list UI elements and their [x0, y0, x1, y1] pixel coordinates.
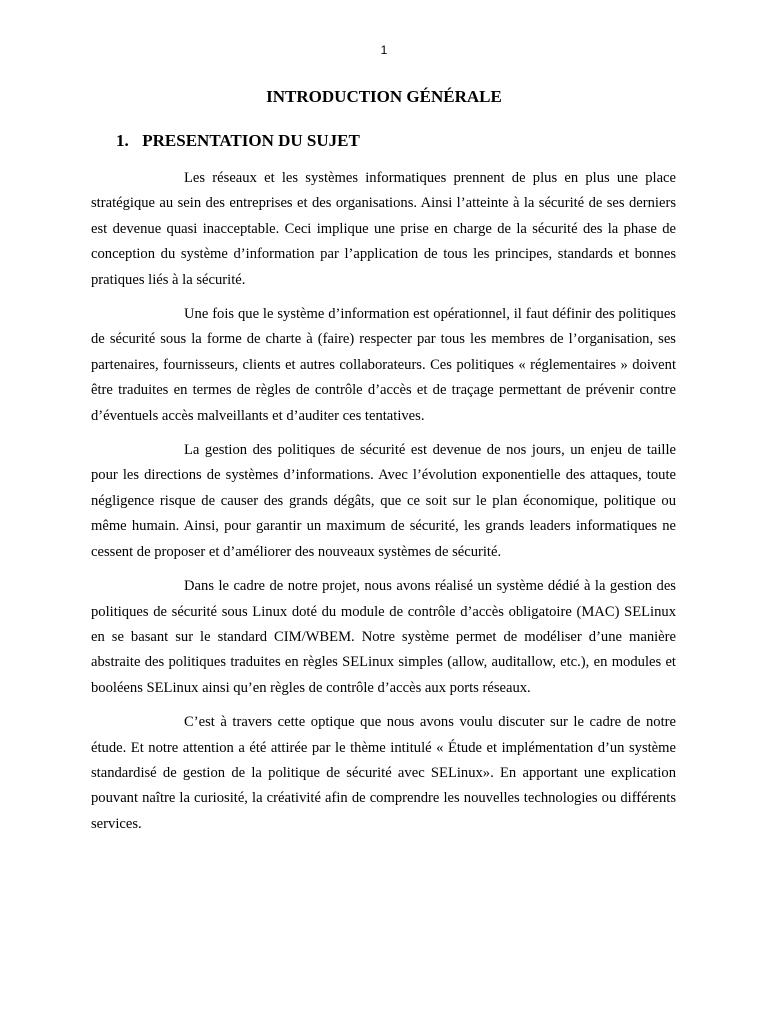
paragraph-4: Dans le cadre de notre projet, nous avons réalisé un système dédié à la gestion des politiques de sécurité sous Linux doté du module de contrôle d’accès obligatoire (MAC) SELinux en se basant sur le standard CIM/WBEM. Notre système permet de modéliser d’une manière abstraite des politiques traduites en règles SELinux simples (allow, auditallow, etc.), en modules et booléens SELinux ainsi qu’en règles de contrôle d’accès aux ports réseaux. — [91, 578, 676, 696]
paragraph-3: La gestion des politiques de sécurité est devenue de nos jours, un enjeu de taille pour les directions de systèmes d’informations. Avec l’évolution exponentielle des attaques, toute négligence risque de causer des grands dégâts, que ce soit sur le plan économique, politique ou même humain. Ainsi, pour garantir un maximum de sécurité, les grands leaders informatiques ne cessent de proposer et d’améliorer des nouveaux systèmes de sécurité. — [91, 442, 676, 560]
paragraph-1: Les réseaux et les systèmes informatiques prennent de plus en plus une place stratégique au sein des entreprises et des organisations. Ainsi l’atteinte à la sécurité de ses derniers est devenue quasi inacceptable. Ceci implique une prise en charge de la sécurité des la phase de conception du système d’information par l’application de tous les principes, standards et bonnes pratiques liés à la sécurité. — [91, 170, 676, 288]
document-title: INTRODUCTION GÉNÉRALE — [266, 87, 502, 106]
section-number: 1. — [116, 131, 129, 150]
section-title: PRESENTATION DU SUJET — [142, 131, 360, 150]
page-number: 1 — [380, 43, 388, 57]
body-text — [91, 166, 676, 846]
section-heading — [116, 130, 360, 152]
paragraph-5: C’est à travers cette optique que nous avons voulu discuter sur le cadre de notre étude. Et notre attention a été attirée par le thème intitulé « Étude et implémentation d’un système standardisé de gestion de la politique de sécurité avec SELinux». En apportant une explication pouvant naître la curiosité, la créativité afin de comprendre les nouvelles technologies ou différents services. — [91, 714, 676, 832]
paragraph-2: Une fois que le système d’information est opérationnel, il faut définir des politiques de sécurité sous la forme de charte à (faire) respecter par tous les membres de l’organisation, ses partenaires, fournisseurs, clients et autres collaborateurs. Ces politiques « réglementaires » doivent être traduites en termes de règles de contrôle d’accès et de traçage permettant de prévenir contre d’éventuels accès malveillants et d’auditer ces tentatives. — [91, 306, 676, 424]
